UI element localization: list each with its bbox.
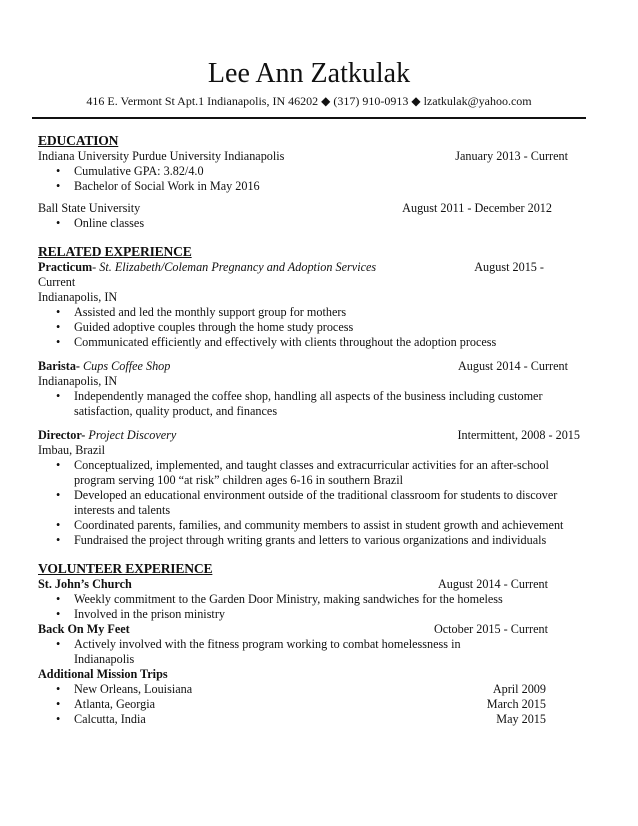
school-row [38,149,580,164]
volunteer-org: Back On My Feet [38,622,130,636]
job-org: Cups Coffee Shop [83,359,171,373]
school-bullets [38,164,580,194]
job-dates: August 2015 - [474,260,544,274]
volunteer-row [38,577,580,592]
school-bullets [38,216,580,231]
related-experience-heading: RELATED EXPERIENCE [38,244,192,259]
bullet-item: • Weekly commitment to the Garden Door Ministry, making sandwiches for the homeless [74,592,580,607]
volunteer-bullets [38,637,580,667]
school-name: Ball State University [38,201,141,215]
job-org: Project Discovery [88,428,177,442]
trip-date: April 2009 [492,682,546,696]
header-divider [32,117,586,119]
school-dates: August 2011 - December 2012 [402,201,552,215]
job-dates: August 2014 - Current [457,359,568,373]
job-row [38,359,580,374]
trip-date: March 2015 [486,697,546,711]
resume-name: Lee Ann Zatkulak [207,58,411,89]
job-location: Imbau, Brazil [38,443,106,457]
volunteer-experience-heading: VOLUNTEER EXPERIENCE [38,561,213,576]
trip-place: • New Orleans, Louisiana [74,682,193,696]
school-name: Indiana University Purdue University Indianapolis [38,149,285,163]
volunteer-dates: August 2014 - Current [437,577,548,591]
contact-line: 416 E. Vermont St Apt.1 Indianapolis, IN 46202 ◆ (317) 910-0913 ◆ lzatkulak@yahoo.com [86,94,532,108]
trip-place: • Calcutta, India [74,712,146,726]
bullet-item: • Coordinated parents, families, and community members to assist in student growth and achievement [74,518,580,533]
mission-trip [74,712,546,727]
job-dates: Intermittent, 2008 - 2015 [457,428,580,442]
volunteer-org: St. John’s Church [38,577,132,591]
bullet-item: • Guided adoptive couples through the home study process [74,320,580,335]
job-separator: - [92,260,100,274]
resume-page [38,58,580,727]
job-bullets [38,458,580,548]
job-role: Director- [38,428,86,442]
bullet-item: • Assisted and led the monthly support group for mothers [74,305,580,320]
job-title [38,428,457,443]
job-role: Practicum [38,260,93,274]
job-row [38,260,580,275]
bullet-item: • Fundraised the project through writing grants and letters to various organizations and individuals [74,533,580,548]
bullet-item: • Online classes [74,216,580,231]
mission-trip [74,697,546,712]
bullet-item: • Conceptualized, implemented, and taught classes and extracurricular activities for an after-school program serving 100 “at risk” children ages 6-16 in southern Brazil [74,458,580,488]
job-title [38,260,474,275]
job-bullets [38,305,580,350]
bullet-item: • Actively involved with the fitness program working to combat homelessness in Indianapolis [74,637,520,667]
job-row [38,428,580,443]
bullet-item: • Independently managed the coffee shop, handling all aspects of the business including customer satisfaction, quality product, and finances [74,389,560,419]
trip-date: May 2015 [496,712,546,726]
bullet-item: • Bachelor of Social Work in May 2016 [74,179,580,194]
volunteer-bullets [38,592,580,622]
school-row [38,201,580,216]
job-title [38,359,458,374]
job-dates-continued: Current [38,275,76,289]
bullet-item: • Involved in the prison ministry [74,607,580,622]
volunteer-dates: October 2015 - Current [433,622,548,636]
trip-place: • Atlanta, Georgia [74,697,155,711]
mission-trip [74,682,546,697]
school-dates: January 2013 - Current [455,149,568,163]
job-location: Indianapolis, IN [38,290,118,304]
mission-trips-list [38,682,580,727]
bullet-item: • Communicated efficiently and effectively with clients throughout the adoption process [74,335,580,350]
job-org: St. Elizabeth/Coleman Pregnancy and Adoption Services [99,260,377,274]
education-heading: EDUCATION [38,133,119,148]
bullet-item: • Cumulative GPA: 3.82/4.0 [74,164,580,179]
volunteer-row [38,622,580,637]
mission-trips-heading: Additional Mission Trips [38,667,168,681]
job-bullets [38,389,580,419]
job-location: Indianapolis, IN [38,374,118,388]
job-role: Barista- [38,359,80,373]
bullet-item: • Developed an educational environment outside of the traditional classroom for students to discover interests and talents [74,488,580,518]
